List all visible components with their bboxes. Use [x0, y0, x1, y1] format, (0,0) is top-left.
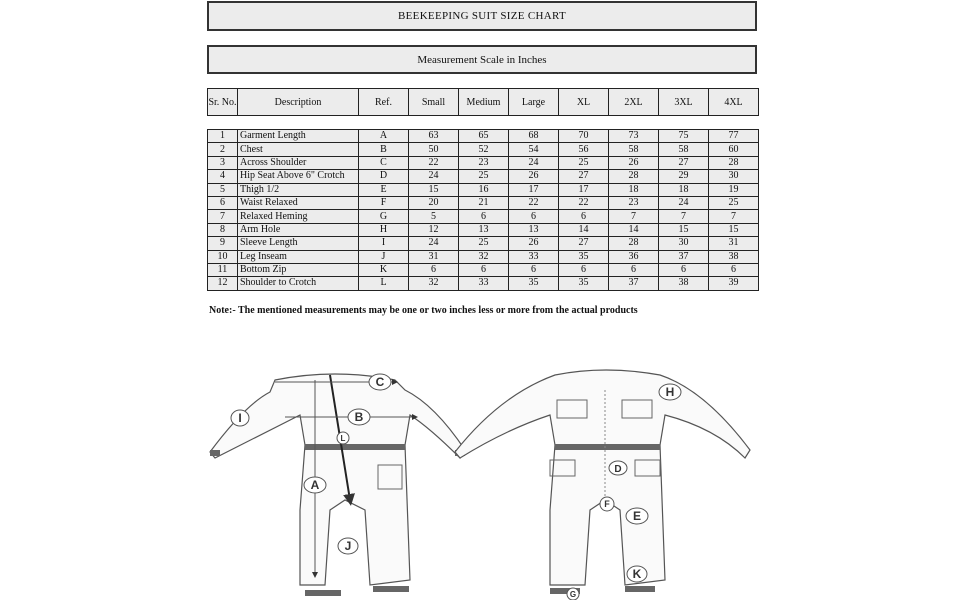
front-waistband — [305, 444, 405, 450]
cell-value: 75 — [659, 130, 709, 143]
cell-value: 38 — [659, 277, 709, 290]
cell-sr: 4 — [208, 170, 238, 183]
label-c — [369, 374, 391, 390]
cell-desc: Across Shoulder — [238, 156, 359, 169]
cell-value: 17 — [559, 183, 609, 196]
cell-ref: H — [359, 223, 409, 236]
header-2xl: 2XL — [609, 89, 659, 116]
size-chart-header — [207, 88, 759, 116]
cell-value: 16 — [459, 183, 509, 196]
cell-sr: 3 — [208, 156, 238, 169]
table-row — [208, 196, 759, 209]
cell-value: 15 — [659, 223, 709, 236]
cell-value: 29 — [659, 170, 709, 183]
cell-value: 17 — [509, 183, 559, 196]
cell-value: 6 — [409, 263, 459, 276]
table-row — [208, 143, 759, 156]
table-row — [208, 183, 759, 196]
cell-value: 6 — [509, 263, 559, 276]
cell-value: 63 — [409, 130, 459, 143]
cell-value: 28 — [609, 170, 659, 183]
cell-value: 56 — [559, 143, 609, 156]
cell-value: 28 — [709, 156, 759, 169]
cell-ref: I — [359, 237, 409, 250]
cell-value: 22 — [509, 196, 559, 209]
cell-value: 32 — [409, 277, 459, 290]
label-b — [348, 409, 370, 425]
measurement-scale-banner: Measurement Scale in Inches — [207, 45, 757, 74]
cell-sr: 11 — [208, 263, 238, 276]
cell-value: 39 — [709, 277, 759, 290]
header-xl: XL — [559, 89, 609, 116]
cell-value: 7 — [659, 210, 709, 223]
cell-ref: L — [359, 277, 409, 290]
cell-value: 31 — [709, 237, 759, 250]
cell-sr: 1 — [208, 130, 238, 143]
svg-text:K: K — [632, 567, 642, 581]
cell-value: 30 — [709, 170, 759, 183]
cell-value: 26 — [509, 170, 559, 183]
header-large: Large — [509, 89, 559, 116]
cell-value: 26 — [609, 156, 659, 169]
label-d — [609, 461, 627, 475]
cell-desc: Leg Inseam — [238, 250, 359, 263]
cell-value: 35 — [509, 277, 559, 290]
svg-text:C: C — [375, 375, 385, 389]
svg-text:A: A — [310, 478, 320, 492]
header-medium: Medium — [459, 89, 509, 116]
cell-ref: E — [359, 183, 409, 196]
cell-ref: G — [359, 210, 409, 223]
cell-desc: Bottom Zip — [238, 263, 359, 276]
cell-desc: Relaxed Heming — [238, 210, 359, 223]
label-g — [567, 588, 579, 600]
cell-value: 58 — [609, 143, 659, 156]
table-row — [208, 277, 759, 290]
cell-value: 6 — [559, 263, 609, 276]
svg-text:J: J — [344, 539, 352, 553]
cell-value: 20 — [409, 196, 459, 209]
cell-desc: Arm Hole — [238, 223, 359, 236]
label-f — [600, 497, 614, 511]
cell-desc: Shoulder to Crotch — [238, 277, 359, 290]
label-j — [338, 538, 358, 554]
cell-value: 27 — [659, 156, 709, 169]
cell-value: 25 — [459, 170, 509, 183]
cell-value: 28 — [609, 237, 659, 250]
cell-value: 22 — [559, 196, 609, 209]
back-waistband — [555, 444, 660, 450]
cell-value: 14 — [609, 223, 659, 236]
svg-text:I: I — [238, 411, 242, 425]
cell-value: 65 — [459, 130, 509, 143]
cell-value: 6 — [509, 210, 559, 223]
cell-value: 5 — [409, 210, 459, 223]
size-chart-body — [207, 129, 759, 291]
cell-value: 25 — [459, 237, 509, 250]
cell-value: 68 — [509, 130, 559, 143]
cell-value: 54 — [509, 143, 559, 156]
back-suit-outline — [455, 370, 750, 585]
table-row — [208, 156, 759, 169]
cell-value: 33 — [459, 277, 509, 290]
svg-text:D: D — [614, 464, 622, 475]
cell-sr: 2 — [208, 143, 238, 156]
cell-value: 6 — [659, 263, 709, 276]
header-description: Description — [238, 89, 359, 116]
cell-value: 7 — [609, 210, 659, 223]
table-row — [208, 237, 759, 250]
cell-ref: B — [359, 143, 409, 156]
cell-ref: J — [359, 250, 409, 263]
cell-ref: A — [359, 130, 409, 143]
cell-desc: Waist Relaxed — [238, 196, 359, 209]
svg-text:H: H — [665, 385, 675, 399]
cell-value: 70 — [559, 130, 609, 143]
cell-ref: K — [359, 263, 409, 276]
cell-sr: 10 — [208, 250, 238, 263]
disclaimer-note: Note:- The mentioned measurements may be one or two inches less or more from the actual products — [209, 305, 638, 316]
label-k — [627, 566, 647, 582]
cell-value: 31 — [409, 250, 459, 263]
cell-value: 24 — [509, 156, 559, 169]
svg-text:E: E — [632, 509, 642, 523]
cell-value: 15 — [409, 183, 459, 196]
cell-sr: 9 — [208, 237, 238, 250]
cell-value: 36 — [609, 250, 659, 263]
cell-sr: 7 — [208, 210, 238, 223]
label-a — [304, 477, 326, 493]
svg-text:G: G — [569, 590, 577, 599]
cell-desc: Chest — [238, 143, 359, 156]
header-small: Small — [409, 89, 459, 116]
cell-desc: Thigh 1/2 — [238, 183, 359, 196]
cell-value: 50 — [409, 143, 459, 156]
cell-value: 26 — [509, 237, 559, 250]
cell-value: 60 — [709, 143, 759, 156]
cell-value: 23 — [459, 156, 509, 169]
label-h — [659, 384, 681, 400]
cell-value: 35 — [559, 277, 609, 290]
cell-value: 37 — [609, 277, 659, 290]
header-ref: Ref. — [359, 89, 409, 116]
cell-sr: 6 — [208, 196, 238, 209]
table-row — [208, 263, 759, 276]
cell-ref: C — [359, 156, 409, 169]
cell-value: 22 — [409, 156, 459, 169]
cell-value: 35 — [559, 250, 609, 263]
cell-value: 21 — [459, 196, 509, 209]
cell-ref: D — [359, 170, 409, 183]
cell-value: 6 — [609, 263, 659, 276]
cell-value: 33 — [509, 250, 559, 263]
cell-value: 32 — [459, 250, 509, 263]
cell-value: 6 — [709, 263, 759, 276]
cell-value: 25 — [559, 156, 609, 169]
cell-value: 77 — [709, 130, 759, 143]
table-row — [208, 210, 759, 223]
label-l — [337, 432, 349, 444]
header-3xl: 3XL — [659, 89, 709, 116]
table-row — [208, 170, 759, 183]
header-4xl: 4XL — [709, 89, 759, 116]
cell-sr: 5 — [208, 183, 238, 196]
cell-value: 27 — [559, 237, 609, 250]
label-i — [231, 410, 249, 426]
svg-text:B: B — [354, 410, 364, 424]
cell-value: 24 — [409, 170, 459, 183]
cell-sr: 8 — [208, 223, 238, 236]
cell-value: 24 — [409, 237, 459, 250]
cell-desc: Sleeve Length — [238, 237, 359, 250]
label-e — [626, 508, 648, 524]
cell-value: 25 — [709, 196, 759, 209]
table-row — [208, 130, 759, 143]
cell-value: 27 — [559, 170, 609, 183]
cell-value: 30 — [659, 237, 709, 250]
cell-value: 37 — [659, 250, 709, 263]
cell-value: 12 — [409, 223, 459, 236]
cell-value: 6 — [459, 210, 509, 223]
svg-text:L: L — [340, 434, 346, 443]
cell-sr: 12 — [208, 277, 238, 290]
cell-desc: Garment Length — [238, 130, 359, 143]
cell-value: 18 — [659, 183, 709, 196]
svg-text:F: F — [604, 499, 610, 509]
cell-value: 13 — [459, 223, 509, 236]
cell-desc: Hip Seat Above 6" Crotch — [238, 170, 359, 183]
cell-value: 19 — [709, 183, 759, 196]
table-row — [208, 223, 759, 236]
cell-value: 15 — [709, 223, 759, 236]
cell-value: 73 — [609, 130, 659, 143]
table-row — [208, 250, 759, 263]
header-sr-no: Sr. No. — [208, 89, 238, 116]
cell-value: 23 — [609, 196, 659, 209]
cell-value: 6 — [559, 210, 609, 223]
cell-value: 6 — [459, 263, 509, 276]
cell-value: 13 — [509, 223, 559, 236]
front-suit-outline — [210, 374, 465, 585]
cell-value: 52 — [459, 143, 509, 156]
cell-value: 58 — [659, 143, 709, 156]
cell-value: 7 — [709, 210, 759, 223]
suit-measurement-diagram — [205, 360, 765, 600]
cell-ref: F — [359, 196, 409, 209]
chart-title: BEEKEEPING SUIT SIZE CHART — [207, 1, 757, 31]
cell-value: 18 — [609, 183, 659, 196]
cell-value: 14 — [559, 223, 609, 236]
cell-value: 38 — [709, 250, 759, 263]
cell-value: 24 — [659, 196, 709, 209]
